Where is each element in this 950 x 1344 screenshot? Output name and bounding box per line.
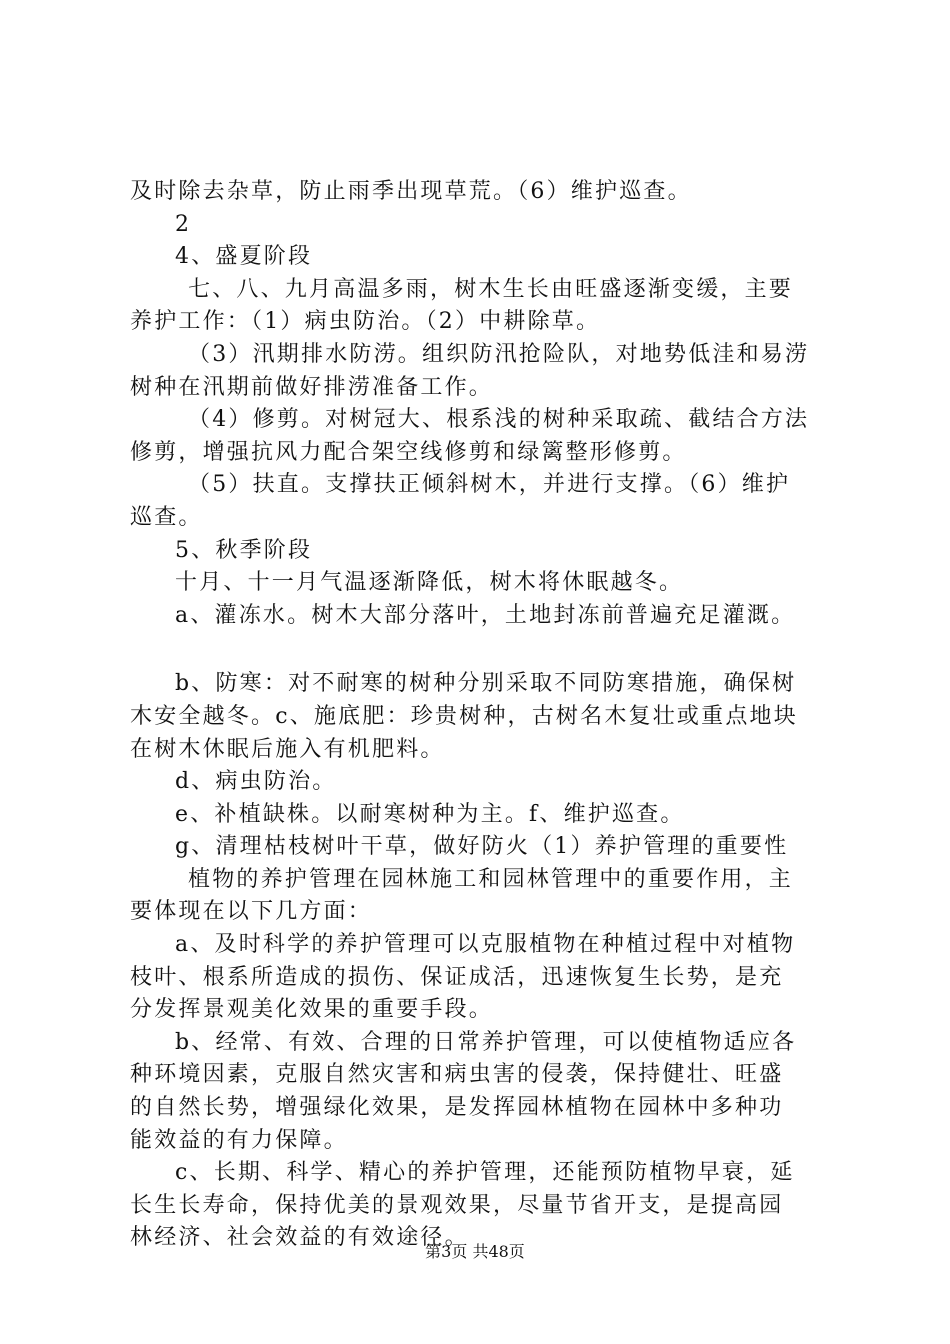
text-line: a、及时科学的养护管理可以克服植物在种植过程中对植物 bbox=[175, 932, 796, 958]
text-line: e、补植缺株。以耐寒树种为主。f、维护巡查。 bbox=[175, 801, 685, 827]
text-line: g、清理枯枝树叶干草，做好防火（1）养护管理的重要性 bbox=[175, 834, 789, 860]
text-line: 分发挥景观美化效果的重要手段。 bbox=[130, 997, 494, 1023]
document-body bbox=[130, 176, 830, 1255]
text-line: 修剪，增强抗风力配合架空线修剪和绿篱整形修剪。 bbox=[130, 439, 687, 465]
text-line: 植物的养护管理在园林施工和园林管理中的重要作用，主 bbox=[188, 866, 794, 892]
text-line: （4）修剪。对树冠大、根系浅的树种采取疏、截结合方法 bbox=[188, 407, 810, 433]
text-line: 十月、十一月气温逐渐降低，树木将休眠越冬。 bbox=[175, 570, 684, 596]
paragraph-gap bbox=[130, 632, 830, 668]
section-heading: 5、秋季阶段 bbox=[175, 537, 313, 563]
text-line: 要体现在以下几方面： bbox=[130, 899, 373, 925]
text-line: d、病虫防治。 bbox=[175, 769, 337, 795]
text-line: 在树木休眠后施入有机肥料。 bbox=[130, 736, 445, 762]
text-line: 树种在汛期前做好排涝准备工作。 bbox=[130, 374, 494, 400]
page-number-footer: 第3页 共48页 bbox=[425, 1242, 525, 1261]
text-line: （5）扶直。支撑扶正倾斜树木，并进行支撑。（6）维护 bbox=[188, 472, 791, 498]
section-heading: 4、盛夏阶段 bbox=[175, 244, 313, 270]
text-line: 养护工作：（1）病虫防治。（2）中耕除草。 bbox=[130, 309, 601, 335]
text-line: 能效益的有力保障。 bbox=[130, 1127, 348, 1153]
text-line: 种环境因素，克服自然灾害和病虫害的侵袭，保持健壮、旺盛 bbox=[130, 1062, 784, 1088]
text-line: c、长期、科学、精心的养护管理，还能预防植物早衰，延 bbox=[175, 1160, 795, 1186]
text-line: a、灌冻水。树木大部分落叶，土地封冻前普遍充足灌溉。 bbox=[175, 602, 796, 628]
text-line: 的自然长势，增强绿化效果，是发挥园林植物在园林中多种功 bbox=[130, 1095, 784, 1121]
text-line: 木安全越冬。c、施底肥：珍贵树种，古树名木复壮或重点地块 bbox=[130, 703, 798, 729]
text-line: （3）汛期排水防涝。组织防汛抢险队，对地势低洼和易涝 bbox=[188, 341, 810, 367]
text-line: 巡查。 bbox=[130, 504, 203, 530]
text-line: b、防寒：对不耐寒的树种分别采取不同防寒措施，确保树 bbox=[175, 671, 797, 697]
text-line: 枝叶、根系所造成的损伤、保证成活，迅速恢复生长势，是充 bbox=[130, 964, 784, 990]
text-line: 及时除去杂草，防止雨季出现草荒。（6）维护巡查。 bbox=[130, 179, 692, 204]
text-line: 七、八、九月高温多雨，树木生长由旺盛逐渐变缓，主要 bbox=[188, 276, 794, 302]
text-line: 林经济、社会效益的有效途径。 bbox=[130, 1225, 469, 1251]
text-line: b、经常、有效、合理的日常养护管理，可以使植物适应各 bbox=[175, 1029, 797, 1055]
text-line: 2 bbox=[175, 211, 192, 237]
text-line: 长生长寿命，保持优美的景观效果，尽量节省开支，是提高园 bbox=[130, 1192, 784, 1218]
